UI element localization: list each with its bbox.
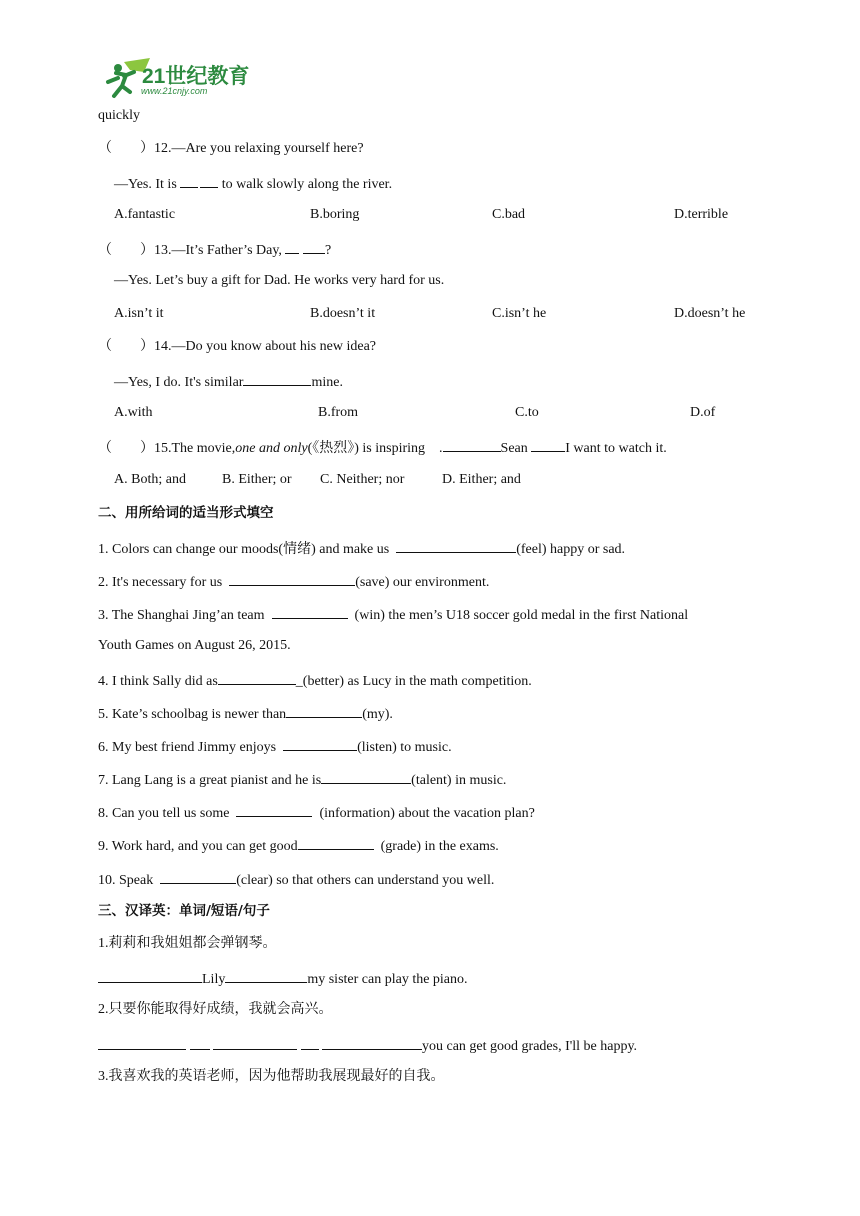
option-a: A.fantastic (114, 207, 176, 222)
option-b: B. Either; or (222, 472, 292, 487)
option-d: D. Either; and (442, 472, 521, 487)
fill-item-8: 8. Can you tell us some (information) about the vacation plan? (98, 802, 535, 823)
translate-item-2-cn: 2.只要你能取得好成绩，我就会高兴。 (98, 1002, 333, 1017)
option-c: C.bad (492, 207, 526, 222)
option-d: D.doesn’t he (674, 306, 746, 321)
question-12-stem: （ ）12.—Are you relaxing yourself here? (98, 141, 364, 156)
option-a: A.isn’t it (114, 306, 164, 321)
section-2-heading: 二、用所给词的适当形式填空 (98, 505, 274, 521)
option-c: C.to (515, 405, 539, 420)
logo-brand: 21世纪教育 (142, 65, 250, 88)
question-15-stem: （ ）15.The movie,one and only(《热烈》) is inspiring . Sean I want to watch it. (98, 437, 667, 458)
question-13-stem: （ ）13.—It’s Father’s Day, ? (98, 239, 331, 260)
fill-item-2: 2. It's necessary for us (save) our environment. (98, 571, 489, 592)
translate-item-3-cn: 3.我喜欢我的英语老师，因为他帮助我展现最好的自我。 (98, 1069, 445, 1084)
fill-item-7: 7. Lang Lang is a great pianist and he is (talent) in music. (98, 769, 506, 790)
fill-item-3: 3. The Shanghai Jing’an team (win) the men’s U18 soccer gold medal in the first National (98, 604, 688, 625)
translate-item-1-en: Lily my sister can play the piano. (98, 968, 468, 989)
translate-item-1-cn: 1.莉莉和我姐姐都会弹钢琴。 (98, 936, 277, 951)
fill-item-4: 4. I think Sally did as _(better) as Lucy in the math competition. (98, 670, 532, 691)
translate-item-2-en: you can get good grades, I'll be happy. (98, 1035, 637, 1056)
option-a: A.with (114, 405, 153, 420)
option-a: A. Both; and (114, 472, 186, 487)
section-3-heading: 三、汉译英：单词/短语/句子 (98, 903, 270, 919)
fill-item-3-cont: Youth Games on August 26, 2015. (98, 638, 291, 653)
fill-item-6: 6. My best friend Jimmy enjoys (listen) to music. (98, 736, 452, 757)
question-14-stem: （ ）14.—Do you know about his new idea? (98, 339, 377, 354)
option-b: B.from (318, 405, 359, 420)
question-12-answer: —Yes. It is to walk slowly along the river. (114, 173, 392, 194)
logo-url: www.21cnjy.com (141, 86, 208, 96)
fill-item-10: 10. Speak (clear) so that others can understand you well. (98, 869, 494, 890)
text-line: quickly (98, 108, 140, 123)
option-c: C. Neither; nor (320, 472, 405, 487)
option-d: D.terrible (674, 207, 729, 222)
question-13-answer: —Yes. Let’s buy a gift for Dad. He works very hard for us. (114, 273, 445, 288)
question-14-answer: —Yes, I do. It's similar mine. (114, 371, 343, 392)
option-c: C.isn’t he (492, 306, 547, 321)
option-b: B.boring (310, 207, 360, 222)
option-d: D.of (690, 405, 716, 420)
fill-item-5: 5. Kate’s schoolbag is newer than (my). (98, 703, 393, 724)
fill-item-1: 1. Colors can change our moods(情绪) and make us (feel) happy or sad. (98, 538, 625, 559)
option-b: B.doesn’t it (310, 306, 376, 321)
fill-item-9: 9. Work hard, and you can get good (grade) in the exams. (98, 835, 499, 856)
